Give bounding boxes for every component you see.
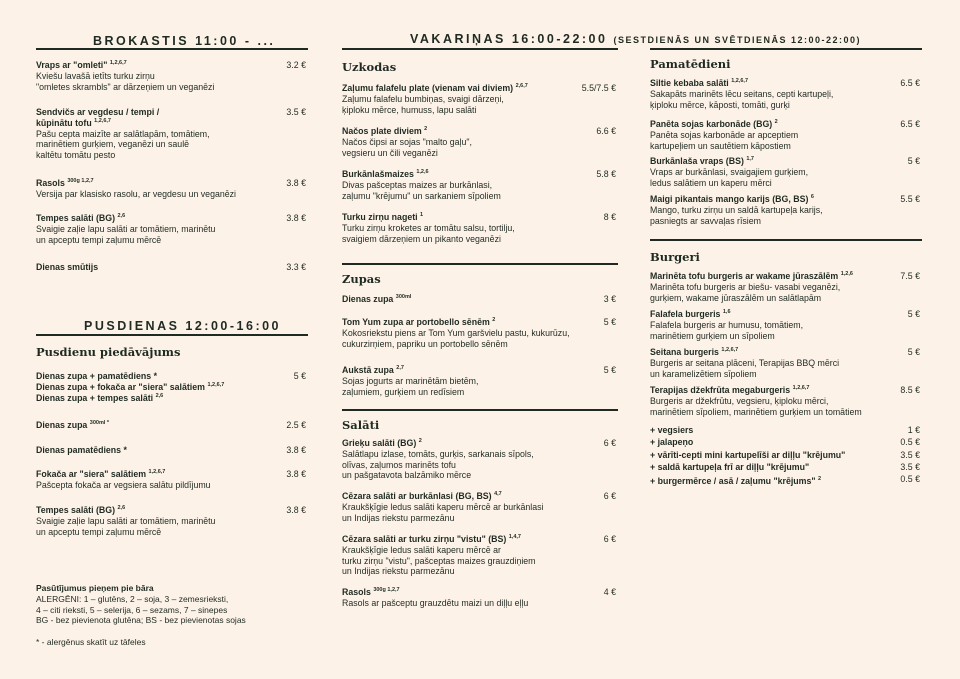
menu-item	[342, 534, 618, 577]
menu-item	[650, 156, 922, 188]
menu-item	[650, 309, 922, 341]
allergen-codes: 300ml *	[89, 420, 110, 427]
divider	[342, 409, 618, 411]
item-name: Burkānlaša vraps (BS) $^{1,7}$	[650, 156, 754, 166]
allergen-codes: 2	[492, 317, 496, 324]
item-name: Dienas pamatēdiens *	[36, 445, 127, 455]
item-description: pasniegts ar savvaļas rīsiem	[650, 215, 761, 226]
item-description: marinētiem gurķiem un sīpoliem	[650, 330, 775, 341]
item-price: 3.8 €	[286, 178, 306, 188]
item-description: vegsieru un čili veganēzi	[342, 147, 438, 158]
item-description: Pašu cepta maizīte ar salātlapām, tomātiem,	[36, 128, 210, 139]
menu-item	[36, 420, 308, 431]
item-name: Vraps ar "omleti" $^{1,2,6,7}$	[36, 60, 127, 70]
burger-extra	[650, 436, 922, 448]
menu-item	[342, 169, 618, 201]
soups-title: Zupas	[342, 272, 381, 286]
extra-label: + vegsiers	[650, 425, 694, 435]
allergen-codes: 2,6	[117, 213, 126, 220]
menu-item	[650, 347, 922, 379]
item-description: cukurzirņiem, papriku un portobello sēnēm	[342, 338, 508, 349]
combo-line: Dienas zupa + fokača ar "siera" salātiem	[36, 381, 205, 392]
item-description: zaļumiem, gurķiem un redīsiem	[342, 386, 465, 397]
item-description: Divas pašceptas maizes ar burkānlasi,	[342, 179, 493, 190]
item-price: 3.3 €	[286, 262, 306, 272]
lunch-title: PUSDIENAS 12:00-16:00	[84, 319, 282, 333]
item-name: Grieķu salāti (BG) $^2$	[342, 438, 422, 448]
divider	[36, 48, 308, 50]
item-description: kartupeļiem un sautētiem kāpostiem	[650, 140, 791, 151]
item-description: Burgeris ar seitana plāceni, Terapijas BBQ mērci	[650, 357, 840, 368]
item-description: ķiploku mērce, humuss, lapu salāti	[342, 104, 477, 115]
item-description: Vraps ar burkānlasi, svaigajiem gurķiem,	[650, 166, 809, 177]
burger-extra	[650, 449, 922, 461]
item-description: Burgeris ar džekfrūtu, vegsieru, ķiploku mērci,	[650, 395, 829, 406]
item-price: 6 €	[603, 534, 616, 544]
allergen-codes: 1,6	[722, 309, 731, 316]
item-price: 5 €	[907, 309, 920, 319]
item-price: 6 €	[603, 491, 616, 501]
lunch-section-title: Pusdienu piedāvājums	[36, 345, 181, 359]
allergen-codes: 1,2,6,7	[721, 347, 739, 354]
allergen-codes: 2	[818, 476, 822, 483]
item-description: ķiploku mērce, kāposti, tomāti, gurķi	[650, 99, 790, 110]
item-description: un apceptu tempi zaļumu mērcē	[36, 234, 162, 245]
item-name: Maigi pikantais mango karijs (BG, BS) $^6$	[650, 194, 814, 204]
item-name: Marinēta tofu burgeris ar wakame jūraszālēm $^{1,2,6}$	[650, 271, 853, 281]
item-description: turku zirņu "vistu", pašceptas maizes grauzdiņiem	[342, 555, 536, 566]
item-price: 2.5 €	[286, 420, 306, 430]
item-description: Svaigie zaļie lapu salāti ar tomātiem, marinētu	[36, 223, 216, 234]
extra-price: 3.5 €	[900, 449, 920, 460]
menu-item	[650, 385, 922, 417]
item-name: Tempes salāti (BG) $^{2,6}$	[36, 505, 126, 515]
item-name: Seitana burgeris $^{1,2,6,7}$	[650, 347, 739, 357]
item-description: kaltētu tomātu pesto	[36, 150, 116, 161]
item-description: ledus salātiem un kaperu mērci	[650, 177, 772, 188]
item-name: Dienas smūtijs	[36, 262, 99, 272]
item-price: 6 €	[603, 438, 616, 448]
item-description: Kokosriekstu piens ar Tom Yum garšvielu pastu, kukurūzu,	[342, 327, 570, 338]
menu-item	[650, 119, 922, 151]
item-description: svaigiem dārzeņiem un pikanto veganēzi	[342, 233, 501, 244]
item-description: Sojas jogurts ar marinētām bietēm,	[342, 375, 479, 386]
item-description: Načos čipsi ar sojas "malto gaļu",	[342, 136, 472, 147]
item-description: marinētiem gurķiem, veganēzi un saulē	[36, 139, 190, 150]
item-description: Versija par klasisko rasolu, ar vegdesu un veganēzi	[36, 188, 236, 199]
extra-price: 0.5 €	[900, 474, 920, 485]
item-name: Panēta sojas karbonāde (BG) $^2$	[650, 119, 778, 129]
item-name: Turku zirņu nageti $^1$	[342, 212, 424, 222]
menu-item	[650, 78, 922, 110]
item-description: marinētiem sīpoliem, marinētiem gurķiem un tomātiem	[650, 406, 862, 417]
allergen-codes: 6	[810, 194, 814, 201]
menu-item	[36, 505, 308, 537]
divider	[36, 334, 308, 336]
allergen-codes: 1,2,6,7	[109, 60, 127, 67]
item-name: Sendvičs ar vegdesu / tempi /	[36, 107, 160, 117]
item-price: 3.8 €	[286, 445, 306, 455]
item-price: 3.8 €	[286, 469, 306, 479]
item-name: Zaļumu falafelu plate (vienam vai diviem) $^{2,6,7}$	[342, 83, 528, 93]
allergen-codes: 2	[418, 438, 422, 445]
allergen-codes: 300g 1,2,7	[67, 178, 94, 185]
item-name: Dienas zupa $^{300ml}$	[342, 294, 412, 304]
item-price: 5 €	[907, 156, 920, 166]
allergen-codes: 2,7	[396, 365, 404, 372]
menu-item	[650, 194, 922, 226]
extra-price: 0.5 €	[900, 437, 920, 448]
menu-item	[342, 83, 618, 115]
combo-price: 5 €	[293, 371, 306, 381]
item-description: un karamelizētiem sīpoliem	[650, 368, 757, 379]
item-name: Aukstā zupa $^{2,7}$	[342, 365, 404, 375]
allergen-codes: 2,6	[155, 392, 164, 399]
item-price: 5 €	[603, 317, 616, 327]
allergen-legend: ALERGĒNI: 1 – glutēns, 2 – soja, 3 – zemesrieksti, 4 – citi rieksti, 5 – selerija, 6 – sezams, 7 – sinepes BG - bez pievienota glutēna; BS - bez pievienotas sojas	[36, 594, 246, 626]
item-name: Načos plate diviem $^2$	[342, 126, 428, 136]
item-description: Mango, turku zirņu un saldā kartupeļa karijs,	[650, 204, 823, 215]
allergen-codes: 300ml	[395, 294, 412, 301]
item-price: 5.5/7.5 €	[581, 83, 616, 93]
extra-price: 1 €	[907, 425, 920, 435]
item-price: 5 €	[603, 365, 616, 375]
item-price: 8.5 €	[900, 385, 920, 395]
item-description: "omletes skrambls" ar dārzeņiem un veganēzi	[36, 81, 215, 92]
allergen-codes: 1,2,6,7	[148, 469, 166, 476]
item-description: un apceptu tempi zaļumu mērcē	[36, 526, 162, 537]
allergen-codes: 1,2,6	[416, 169, 429, 176]
item-description: un Indijas riekstu parmezānu	[342, 566, 455, 577]
allergen-codes: 2	[774, 119, 778, 126]
extra-label: + jalapeņo	[650, 437, 694, 448]
item-price: 6.5 €	[900, 119, 920, 129]
salads-title: Salāti	[342, 418, 380, 432]
item-description: un Indijas riekstu parmezānu	[342, 512, 455, 523]
menu-item	[36, 178, 308, 200]
menu-item	[36, 213, 308, 245]
allergen-codes: 1	[420, 212, 424, 219]
item-price: 3.5 €	[286, 107, 306, 117]
menu-item	[36, 469, 308, 491]
burgers-title: Burgeri	[650, 250, 700, 264]
item-name: Tom Yum zupa ar portobello sēnēm $^2$	[342, 317, 496, 327]
item-name: Rasols $^{300g 1,2,7}$	[36, 178, 94, 188]
item-description: Salātlapu izlase, tomāts, gurķis, sarkanais sīpols,	[342, 448, 534, 459]
item-price: 3 €	[603, 294, 616, 304]
menu-item	[36, 60, 308, 92]
item-price: 5.8 €	[596, 169, 616, 179]
item-description: Kraukšķīgie ledus salāti kaperu mērcē ar burkānlasi	[342, 501, 544, 512]
burger-extra	[650, 461, 922, 473]
menu-item	[36, 262, 308, 273]
item-name: Rasols $^{300g 1,2,7}$	[342, 587, 400, 597]
menu-item	[650, 271, 922, 303]
allergen-codes: 1,7	[746, 156, 754, 163]
item-price: 6.5 €	[900, 78, 920, 88]
allergen-codes: 2,6,7	[515, 83, 528, 90]
allergen-codes: 1,2,6	[840, 271, 853, 278]
item-description: Kviešu lavašā ietīts turku zirņu	[36, 70, 155, 81]
item-description: zaļumu "krējumu" un sarkaniem sīpoliem	[342, 190, 501, 201]
menu-item	[342, 294, 618, 305]
item-description: un pašgatavota balzāmiko mērce	[342, 470, 472, 481]
menu-item	[342, 491, 618, 523]
menu-item	[342, 317, 618, 349]
item-description: Marinēta tofu burgeris ar biešu- vasabi veganēzi,	[650, 281, 841, 292]
item-description: Sakapāts marinēts lēcu seitans, cepti kartupeļi,	[650, 88, 834, 99]
item-price: 7.5 €	[900, 271, 920, 281]
divider	[650, 48, 922, 50]
item-name: Cēzara salāti ar turku zirņu "vistu" (BS) $^{1,4,7}$	[342, 534, 521, 544]
allergen-codes: 1,2,6,7	[94, 117, 111, 124]
dinner-subtitle: (SESTDIENĀS UN SVĒTDIENĀS 12:00-22:00)	[613, 35, 862, 45]
footnote: * - alergēnus skatīt uz tāfeles	[36, 637, 146, 647]
burger-extra	[650, 424, 922, 436]
item-price: 6.6 €	[596, 126, 616, 136]
divider	[650, 239, 922, 241]
allergen-codes: 1,4,7	[508, 534, 521, 541]
divider	[342, 263, 618, 265]
breakfast-title: BROKASTIS 11:00 - ...	[93, 34, 276, 48]
item-name: Tempes salāti (BG) $^{2,6}$	[36, 213, 126, 223]
item-name: Falafela burgeris $^{1,6}$	[650, 309, 731, 319]
mains-title: Pamatēdieni	[650, 57, 731, 71]
item-price: 3.8 €	[286, 505, 306, 515]
menu-item	[342, 587, 618, 609]
item-price: 8 €	[603, 212, 616, 222]
allergen-codes: 1,2,6,7	[207, 381, 225, 388]
item-name: Burkānlašmaizes $^{1,2,6}$	[342, 169, 429, 179]
extra-label: + saldā kartupeļa frī ar diļļu "krējumu"	[650, 461, 810, 472]
item-description: olīvas, zaļumos marinēts tofu	[342, 459, 456, 470]
item-name: Terapijas džekfrūta megaburgeris $^{1,2,6,7}$	[650, 385, 810, 395]
item-description: Turku zirņu kroketes ar tomātu salsu, tortilju,	[342, 222, 515, 233]
menu-item	[36, 445, 308, 456]
extra-label: + burgermērce / asā / zaļumu "krējums"	[650, 476, 816, 487]
item-description: Panēta sojas karbonāde ar apceptiem	[650, 129, 799, 140]
combo-line: Dienas zupa + tempes salāti	[36, 392, 154, 403]
menu-item	[342, 365, 618, 397]
allergen-codes: 1,2,6,7	[792, 385, 810, 392]
item-description: Rasols ar pašceptu grauzdētu maizi un diļļu eļļu	[342, 597, 529, 608]
item-description: Svaigie zaļie lapu salāti ar tomātiem, marinētu	[36, 515, 216, 526]
allergen-codes: 1,2,6,7	[731, 78, 749, 85]
item-name: Fokača ar "siera" salātiem $^{1,2,6,7}$	[36, 469, 166, 479]
allergen-codes: 2,6	[117, 505, 126, 512]
allergen-codes: 300g 1,2,7	[373, 587, 400, 594]
item-description: Falafela burgeris ar humusu, tomātiem,	[650, 319, 804, 330]
lunch-combo	[36, 371, 308, 403]
item-price: 3.8 €	[286, 213, 306, 223]
burger-extra	[650, 473, 922, 487]
divider	[342, 48, 618, 50]
combo-line: Dienas zupa + pamatēdiens *	[36, 371, 158, 381]
item-price: 5.5 €	[900, 194, 920, 204]
allergen-codes: 4,7	[494, 491, 502, 498]
starters-title: Uzkodas	[342, 60, 397, 74]
item-description: Pašcepta fokača ar vegsiera salātu pildījumu	[36, 479, 211, 490]
item-price: 3.2 €	[286, 60, 306, 70]
item-description: Zaļumu falafelu bumbiņas, svaigi dārzeņi,	[342, 93, 504, 104]
item-name: Dienas zupa $^{300ml *}$	[36, 420, 110, 430]
menu-item	[342, 438, 618, 481]
item-name: kūpinātu tofu $^{1,2,6,7}$	[36, 117, 111, 128]
item-price: 4 €	[603, 587, 616, 597]
item-name: Cēzara salāti ar burkānlasi (BG, BS) $^{4,7}$	[342, 491, 502, 501]
item-description: Kraukšķīgie ledus salāti kaperu mērcē ar	[342, 544, 501, 555]
extra-label: + vārīti-cepti mini kartupelīši ar diļļu "krējumu"	[650, 449, 846, 460]
dinner-title: VAKARIŅAS 16:00-22:00 (SESTDIENĀS UN SVĒTDIENĀS 12:00-22:00)	[410, 32, 862, 46]
order-note: Pasūtījumus pieņem pie bāra	[36, 583, 154, 593]
allergen-codes: 2	[424, 126, 428, 133]
extra-price: 3.5 €	[900, 461, 920, 472]
menu-item	[342, 126, 618, 158]
menu-item	[342, 212, 618, 244]
item-description: gurķiem, wakame jūraszālēm un salātlapām	[650, 292, 822, 303]
item-name: Siltie kebaba salāti $^{1,2,6,7}$	[650, 78, 749, 88]
menu-item	[36, 107, 308, 161]
item-price: 5 €	[907, 347, 920, 357]
